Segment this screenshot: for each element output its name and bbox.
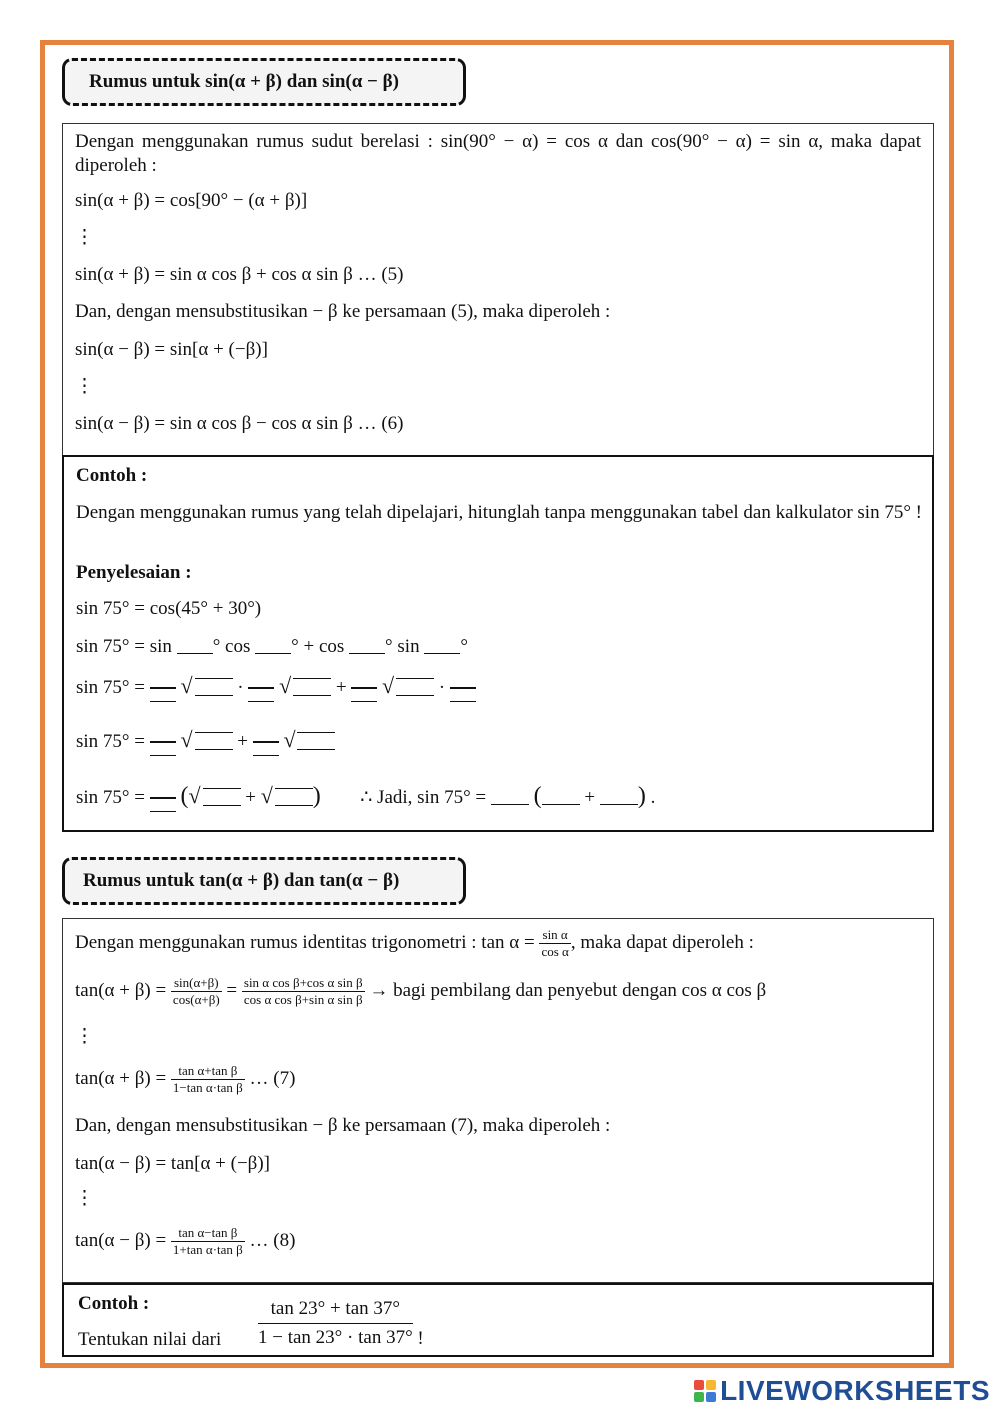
blank-angle-1[interactable]	[177, 635, 213, 654]
tan-subst: Dan, dengan mensubstitusikan − β ke persamaan (7), maka diperoleh :	[75, 1115, 611, 1136]
tan-dots-2: ⋮	[75, 1188, 94, 1209]
tan-identity-fraction: $\frac{\text{sin α}}{\text{cos α}}$	[541, 927, 569, 959]
example1-question: Dengan menggunakan rumus yang telah dipelajari, hitunglah tanpa menggunakan tabel dan kalkulator sin 75° !	[76, 502, 922, 523]
tan-eq4: tan(α − β) = $\frac{\text{tan α−tan β}}{\text{1+tan α·tan β}}$ … (8)	[75, 1225, 296, 1257]
blank-sqrt-5[interactable]: √	[283, 731, 335, 753]
blank-sqrt-3[interactable]: √	[382, 677, 434, 699]
blank-angle-2[interactable]	[255, 635, 291, 654]
section-title-sin	[62, 58, 466, 106]
tan-derivation-box	[62, 918, 934, 1283]
blank-sqrt-1[interactable]: √	[181, 677, 233, 699]
blank-fraction-1[interactable]	[150, 675, 176, 702]
sin-dots-1: ⋮	[75, 227, 94, 248]
example1-step1: sin 75° = cos(45° + 30°)	[76, 598, 262, 619]
example2-question: Tentukan nilai dari	[78, 1329, 222, 1350]
sin-eq1: sin(α + β) = cos[90° − (α + β)]	[75, 190, 308, 211]
example2-heading: Contoh :	[78, 1293, 150, 1314]
tan-eq1: tan(α + β) = $\frac{\sin(\alpha+\beta)}{\cos(\alpha+\beta)}$ = $\frac{\text{sin α cos β+cos α sin β}}{\text{cos α cos β+sin α sin β}}$ → bagi pembilang dan penyebut dengan cos α cos β	[75, 975, 767, 1007]
example1-solution-heading: Penyelesaian :	[76, 562, 192, 583]
example2-box	[62, 1283, 934, 1357]
example1-box	[62, 455, 934, 832]
sin-eq3: sin(α − β) = sin[α + (−β)]	[75, 339, 268, 360]
blank-fraction-5[interactable]	[150, 729, 176, 756]
blank-angle-3[interactable]	[349, 635, 385, 654]
tan-eq2: tan(α + β) = $\frac{\text{tan α+tan β}}{\text{1−tan α·tan β}}$ … (7)	[75, 1063, 296, 1095]
blank-sqrt-2[interactable]: √	[279, 677, 331, 699]
blank-fraction-6[interactable]	[253, 729, 279, 756]
blank-answer-2[interactable]	[600, 786, 638, 805]
blank-fraction-2[interactable]	[248, 675, 274, 702]
section-title-tan-text: Rumus untuk tan(α + β) dan tan(α − β)	[83, 870, 400, 891]
example1-conclusion: ∴ Jadi, sin 75° =	[360, 787, 487, 808]
tan-intro: Dengan menggunakan rumus identitas trigonometri : tan α = $\frac{\text{sin α}}{\text{cos α}}$ , maka dapat diperoleh :	[75, 927, 754, 959]
liveworksheets-logo-icon	[694, 1380, 716, 1402]
sin-eq2: sin(α + β) = sin α cos β + cos α sin β … (5)	[75, 264, 404, 285]
section-title-tan	[62, 857, 466, 905]
tan-dots-1: ⋮	[75, 1026, 94, 1047]
tan-eq3: tan(α − β) = tan[α + (−β)]	[75, 1153, 270, 1174]
blank-sqrt-7[interactable]: √	[261, 787, 313, 809]
example1-step2: sin 75° = sin ° cos ° + cos ° sin °	[76, 636, 468, 657]
sin-eq4: sin(α − β) = sin α cos β − cos α sin β … (6)	[75, 413, 404, 434]
blank-fraction-3[interactable]	[351, 675, 377, 702]
sin-subst: Dan, dengan mensubstitusikan − β ke persamaan (5), maka diperoleh :	[75, 301, 611, 322]
example2-expression: $\frac{\tan 23^\circ + \tan 37^\circ}{1 - \tan 23^\circ \cdot \tan 37^\circ}$ !	[258, 1295, 424, 1352]
blank-answer-coef[interactable]	[491, 786, 529, 805]
sin-intro: Dengan menggunakan rumus sudut berelasi : sin(90° − α) = cos α dan cos(90° − α) = sin α, maka dapat diperoleh :	[75, 131, 921, 176]
blank-answer-1[interactable]	[542, 786, 580, 805]
section-title-sin-text: Rumus untuk sin(α + β) dan sin(α − β)	[89, 71, 399, 92]
blank-fraction-7[interactable]	[150, 785, 176, 812]
example1-step3: sin 75° = √ · √ + √ ·	[76, 675, 476, 702]
blank-sqrt-4[interactable]: √	[181, 731, 233, 753]
sin-derivation-box	[62, 123, 934, 456]
sin-dots-2: ⋮	[75, 376, 94, 397]
liveworksheets-logo	[694, 1375, 990, 1407]
example1-step5: sin 75° = ( √ + √ ) ∴ Jadi, sin 75° = ( + ) .	[76, 783, 655, 812]
example1-heading: Contoh :	[76, 465, 148, 486]
blank-fraction-4[interactable]	[450, 675, 476, 702]
liveworksheets-logo-text: LIVEWORKSHEETS	[720, 1375, 990, 1406]
blank-sqrt-6[interactable]: √	[189, 787, 241, 809]
example1-step4: sin 75° = √ + √	[76, 729, 335, 756]
blank-angle-4[interactable]	[424, 635, 460, 654]
